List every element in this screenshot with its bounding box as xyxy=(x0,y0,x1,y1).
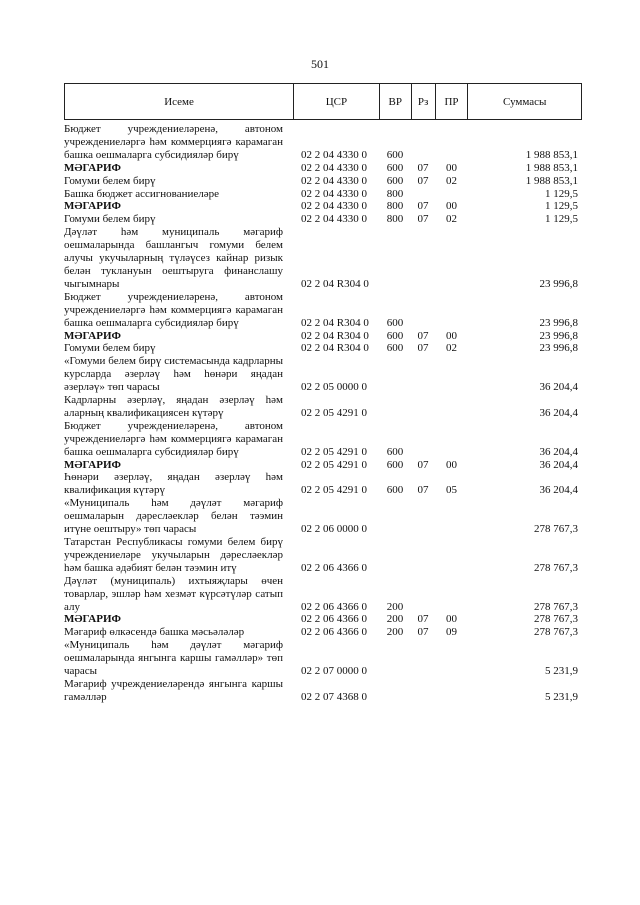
row-vr: 200 xyxy=(386,600,404,613)
row-vr: 600 xyxy=(386,148,404,161)
row-rz: 07 xyxy=(417,161,429,174)
row-rz: 07 xyxy=(417,174,429,187)
table-row xyxy=(64,536,582,575)
row-csr: 02 2 04 4330 0 xyxy=(301,213,367,226)
row-name: Бюджет учреждениеләренә, автоном учреждениеләргә һәм коммерциягә карамаган башка оешмаларга субсидияләр бирү xyxy=(64,419,283,458)
row-vr: 600 xyxy=(386,316,404,329)
row-name: МӘГАРИФ xyxy=(64,161,121,174)
row-csr: 02 2 04 R304 0 xyxy=(301,316,369,329)
row-vr: 800 xyxy=(386,200,404,213)
row-sum: 278 767,3 xyxy=(534,600,578,613)
row-name: Гомуми белем бирү xyxy=(64,342,156,355)
table-row xyxy=(64,497,582,536)
row-sum: 36 204,4 xyxy=(539,445,578,458)
table-row xyxy=(64,420,582,459)
row-vr: 600 xyxy=(386,445,404,458)
row-vr: 800 xyxy=(386,187,404,200)
row-sum: 23 996,8 xyxy=(539,277,578,290)
row-name: Гомуми белем бирү xyxy=(64,174,156,187)
row-name: «Муниципаль һәм дәүләт мәгариф оешмаларында янгынга каршы гамәлләр» төп чарасы xyxy=(64,639,283,678)
table-row xyxy=(64,291,582,330)
table-row xyxy=(64,459,582,472)
header-csr: ЦСР xyxy=(293,84,379,119)
row-name: Башка бюджет ассигнованиеләре xyxy=(64,187,219,200)
budget-table xyxy=(64,83,582,704)
row-pr: 02 xyxy=(446,342,457,355)
row-name: Гомуми белем бирү xyxy=(64,213,156,226)
row-sum: 1 129,5 xyxy=(545,200,578,213)
row-vr: 600 xyxy=(386,161,404,174)
row-csr: 02 2 05 0000 0 xyxy=(301,381,367,394)
row-csr: 02 2 04 R304 0 xyxy=(301,342,369,355)
table-row xyxy=(64,330,582,343)
header-name: Исеме xyxy=(164,95,194,108)
row-rz: 07 xyxy=(417,626,429,639)
row-pr: 00 xyxy=(446,329,457,342)
header-sum: Суммасы xyxy=(467,84,581,119)
row-rz: 07 xyxy=(417,329,429,342)
row-csr: 02 2 07 4368 0 xyxy=(301,690,367,703)
table-body xyxy=(64,120,582,704)
row-pr: 00 xyxy=(446,161,457,174)
header-rz: Рз xyxy=(411,84,435,119)
page-number: 501 xyxy=(311,57,329,71)
row-sum: 278 767,3 xyxy=(534,561,578,574)
row-name: МӘГАРИФ xyxy=(64,458,121,471)
table-row xyxy=(64,175,582,188)
row-csr: 02 2 06 4366 0 xyxy=(301,626,367,639)
row-csr: 02 2 04 4330 0 xyxy=(301,174,367,187)
row-csr: 02 2 04 R304 0 xyxy=(301,277,369,290)
row-name: Бюджет учреждениеләренә, автоном учреждениеләргә һәм коммерциягә карамаган башка оешмаларга субсидияләр бирү xyxy=(64,123,283,161)
row-csr: 02 2 06 4366 0 xyxy=(301,613,367,626)
table-row xyxy=(64,355,582,394)
row-name: Кадрларны әзерләү, яңадан әзерләү һәм аларның квалификациясен күтәрү xyxy=(64,394,283,419)
row-sum: 1 988 853,1 xyxy=(525,161,578,174)
row-sum: 1 129,5 xyxy=(545,187,578,200)
row-sum: 278 767,3 xyxy=(534,523,578,536)
table-row xyxy=(64,471,582,497)
table-row xyxy=(64,678,582,704)
row-csr: 02 2 06 4366 0 xyxy=(301,561,367,574)
row-pr: 00 xyxy=(446,458,457,471)
row-name: Һөнәри әзерләү, яңадан әзерләү һәм квалификация күтәрү xyxy=(64,471,283,497)
row-sum: 23 996,8 xyxy=(539,329,578,342)
row-name: Дәүләт (муниципаль) ихтыяҗлары өчен товарлар, эшләр һәм хезмәт күрсәтүләр сатып алу xyxy=(64,574,283,613)
row-pr: 09 xyxy=(446,626,457,639)
row-vr: 200 xyxy=(386,613,404,626)
row-name: «Муниципаль һәм дәүләт мәгариф оешмаларын дәресләекләр белән тәэмин итүне оештыру» төп чарасы xyxy=(64,497,283,536)
row-rz: 07 xyxy=(417,342,429,355)
row-sum: 1 988 853,1 xyxy=(525,148,578,161)
row-sum: 36 204,4 xyxy=(539,381,578,394)
row-sum: 278 767,3 xyxy=(534,613,578,626)
row-sum: 36 204,4 xyxy=(539,484,578,497)
row-rz: 07 xyxy=(417,213,429,226)
row-csr: 02 2 06 4366 0 xyxy=(301,600,367,613)
row-csr: 02 2 04 4330 0 xyxy=(301,187,367,200)
table-header xyxy=(64,83,582,120)
row-name: Дәүләт һәм муниципаль мәгариф оешмаларында башлангыч гомуми белем алучы укучыларның түләүсез кайнар ризык белән туклануын оештыруга финанслашу чыгымнары xyxy=(64,226,283,290)
row-csr: 02 2 04 4330 0 xyxy=(301,161,367,174)
row-vr: 600 xyxy=(386,484,404,497)
header-pr: ПР xyxy=(435,84,468,119)
row-name: Татарстан Республикасы гомуми белем бирү учреждениеләре укучыларын дәресләекләр һәм башка әдәбият белән тәэмин итү xyxy=(64,536,283,574)
row-vr: 800 xyxy=(386,213,404,226)
row-vr: 600 xyxy=(386,458,404,471)
row-sum: 23 996,8 xyxy=(539,342,578,355)
table-row xyxy=(64,200,582,213)
row-csr: 02 2 04 4330 0 xyxy=(301,200,367,213)
row-rz: 07 xyxy=(417,200,429,213)
row-vr: 600 xyxy=(386,329,404,342)
row-name: Мәгариф учреждениеләрендә янгынга каршы гамәлләр xyxy=(64,677,283,703)
row-name: Мәгариф өлкәсендә башка мәсьәләләр xyxy=(64,626,245,639)
row-csr: 02 2 06 0000 0 xyxy=(301,523,367,536)
row-vr: 600 xyxy=(386,342,404,355)
row-sum: 5 231,9 xyxy=(545,690,578,703)
row-pr: 05 xyxy=(446,484,457,497)
row-csr: 02 2 07 0000 0 xyxy=(301,665,367,678)
row-rz: 07 xyxy=(417,484,429,497)
row-pr: 00 xyxy=(446,613,457,626)
row-name: Бюджет учреждениеләренә, автоном учреждениеләргә һәм коммерциягә карамаган башка оешмаларга субсидияләр бирү xyxy=(64,290,283,329)
row-sum: 278 767,3 xyxy=(534,626,578,639)
table-row xyxy=(64,626,582,639)
row-name: МӘГАРИФ xyxy=(64,613,121,626)
table-row xyxy=(64,613,582,626)
row-sum: 23 996,8 xyxy=(539,316,578,329)
header-vr: ВР xyxy=(379,84,411,119)
row-vr: 200 xyxy=(386,626,404,639)
table-row xyxy=(64,123,582,162)
row-rz: 07 xyxy=(417,458,429,471)
table-row xyxy=(64,226,582,291)
row-vr: 600 xyxy=(386,174,404,187)
table-row xyxy=(64,575,582,614)
row-name: МӘГАРИФ xyxy=(64,329,121,342)
table-row xyxy=(64,639,582,678)
row-rz: 07 xyxy=(417,613,429,626)
row-csr: 02 2 04 R304 0 xyxy=(301,329,369,342)
row-csr: 02 2 05 4291 0 xyxy=(301,406,367,419)
table-row xyxy=(64,188,582,201)
row-pr: 02 xyxy=(446,174,457,187)
row-name: «Гомуми белем бирү системасында кадрларны курсларда әзерләү һәм һөнәри яңадан әзерләү» төп чарасы xyxy=(64,355,283,394)
table-row xyxy=(64,394,582,420)
row-sum: 36 204,4 xyxy=(539,458,578,471)
row-sum: 1 129,5 xyxy=(545,213,578,226)
row-csr: 02 2 05 4291 0 xyxy=(301,484,367,497)
row-sum: 1 988 853,1 xyxy=(525,174,578,187)
row-sum: 5 231,9 xyxy=(545,665,578,678)
row-pr: 00 xyxy=(446,200,457,213)
row-csr: 02 2 04 4330 0 xyxy=(301,148,367,161)
table-row xyxy=(64,213,582,226)
row-pr: 02 xyxy=(446,213,457,226)
row-name: МӘГАРИФ xyxy=(64,200,121,213)
row-csr: 02 2 05 4291 0 xyxy=(301,458,367,471)
table-row xyxy=(64,162,582,175)
table-row xyxy=(64,342,582,355)
row-sum: 36 204,4 xyxy=(539,406,578,419)
row-csr: 02 2 05 4291 0 xyxy=(301,445,367,458)
